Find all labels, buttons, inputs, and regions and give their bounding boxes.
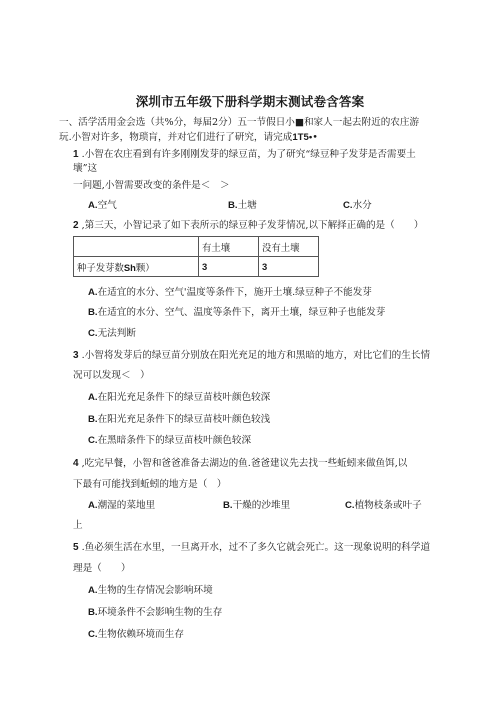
- question-number: 4: [73, 458, 79, 469]
- table-row: [74, 257, 319, 277]
- question-1-line3: 一问题,小智需要改变的条件是＜ ＞: [73, 180, 230, 191]
- question-text: .鱼必须生活在水里，一旦离开水，过不了多久它就会死亡。这一现象说明的科学道: [81, 542, 431, 553]
- table-header-cell: [74, 237, 199, 257]
- q3-option-b[interactable]: [88, 413, 270, 426]
- section-intro-line2: [59, 131, 318, 144]
- q3-option-a[interactable]: [88, 391, 270, 404]
- q2-option-a[interactable]: [88, 286, 372, 299]
- q4-option-c[interactable]: [345, 499, 422, 512]
- option-letter: C.: [88, 435, 98, 446]
- option-letter: B.: [228, 200, 238, 211]
- table-header-cell: 没有土壤: [259, 237, 319, 257]
- option-text: 环境条件不会影响生物的生存: [97, 607, 223, 618]
- question-text: .小智在农庄看到有许多刚刚发芽的绿豆苗，为了研究“绿豆种子发芽是否需要土: [81, 149, 416, 160]
- question-number: 5: [73, 542, 79, 553]
- option-letter: A.: [88, 585, 98, 596]
- question-2-line1: [73, 219, 424, 232]
- table-row-label: [74, 257, 199, 277]
- question-5-line1: [73, 541, 430, 554]
- section-intro-text: 玩.小智对许多，物琐肓，并对它们进行了研究，请完成: [59, 132, 293, 143]
- q3-option-c[interactable]: [88, 434, 251, 447]
- q4-option-a[interactable]: [88, 499, 155, 512]
- option-letter: B.: [88, 307, 98, 318]
- option-letter: C.: [88, 629, 98, 640]
- option-text: 生物依赖环境而生存: [97, 629, 184, 640]
- question-4-line1: [73, 457, 407, 470]
- option-text: 水分: [352, 200, 372, 211]
- question-4-line2: 下最有可能找到蚯蚓的地方是（ ）: [73, 479, 227, 490]
- q5-option-b[interactable]: [88, 606, 222, 619]
- row-label-text: 种子发芽数: [77, 262, 124, 274]
- row-label-bold: Sh: [123, 261, 136, 273]
- table-header-row: [74, 237, 319, 257]
- option-text: 干燥的沙堆里: [232, 500, 291, 511]
- option-letter: C.: [343, 200, 353, 211]
- row-label-tail: 颗）: [135, 262, 155, 274]
- table-cell: 3: [199, 257, 259, 277]
- q1-option-c[interactable]: [343, 199, 372, 212]
- option-text: 土塘: [237, 200, 257, 211]
- option-text: 生物的生存情况会影响环境: [97, 585, 213, 596]
- option-letter: C.: [345, 500, 355, 511]
- page-title: 深圳市五年级下册科学期末测试卷含答案: [135, 94, 365, 109]
- option-letter: B.: [88, 414, 98, 425]
- question-3-line1: [73, 349, 430, 362]
- option-letter: A.: [88, 200, 98, 211]
- question-text: .小智将发芽后的绿豆苗分别放在阳光充足的地方和黑暗的地方，对比它们的生长情: [81, 350, 431, 361]
- table-cell: 3: [259, 257, 319, 277]
- q4-option-b[interactable]: [223, 499, 290, 512]
- option-text: 在适宜的水分、空气'温度等条件下，施开土壤.绿豆种子不能发芽: [97, 287, 372, 298]
- option-letter: C.: [88, 328, 98, 339]
- section-intro-line1: 一、活学活用金会选（共%分，每届2分）五一节假日小■和家人一起去附近的农庄游: [59, 117, 420, 128]
- q4-option-c-wrap: 上: [73, 520, 83, 531]
- option-letter: A.: [88, 392, 98, 403]
- q1-option-a[interactable]: [88, 199, 117, 212]
- q5-option-a[interactable]: [88, 584, 213, 597]
- table-header-cell: 有土壤: [199, 237, 259, 257]
- question-number: 1: [73, 149, 79, 160]
- question-text: ,吃完早餐，小智和爸爸准备去湖边的鱼.爸爸建议先去找一些蚯蚓来做鱼饵,以: [81, 458, 408, 469]
- section-intro-range: 1T5•: [292, 132, 313, 143]
- q2-option-b[interactable]: [88, 306, 385, 319]
- option-text: 无法判断: [97, 328, 136, 339]
- option-text: 在阳光充足条件下的绿豆苗枝叶颜色较浅: [97, 414, 271, 425]
- question-text: ,第三天，小智记录了如下表所示的绿豆种子发芽情况,以下解择正确的是（ ）: [81, 220, 424, 231]
- option-text: 在阳光充足条件下的绿豆苗枝叶颜色较深: [97, 392, 271, 403]
- section-intro-tail: •: [312, 132, 318, 143]
- question-3-line2: 况可以发现＜ ）: [73, 370, 150, 381]
- option-letter: B.: [223, 500, 233, 511]
- question-1-line2: 壤”这: [73, 163, 98, 174]
- question-1-line1: [73, 148, 416, 161]
- option-letter: A.: [88, 500, 98, 511]
- option-text: 空气: [97, 200, 117, 211]
- question-number: 3: [73, 350, 79, 361]
- germination-table: [73, 236, 319, 277]
- question-number: 2: [73, 220, 79, 231]
- option-text: 植物枝条或叶子: [354, 500, 422, 511]
- q1-option-b[interactable]: [228, 199, 257, 212]
- option-text: 在适宜的水分、空气、温度等条件下，离开土壤，绿豆种子也能发芽: [97, 307, 386, 318]
- q2-option-c[interactable]: [88, 327, 136, 340]
- option-text: 潮湿的菜地里: [97, 500, 156, 511]
- option-letter: B.: [88, 607, 98, 618]
- question-5-line2: 理是（ ）: [73, 563, 131, 574]
- q5-option-c[interactable]: [88, 628, 184, 641]
- option-letter: A.: [88, 287, 98, 298]
- option-text: 在黑暗条件下的绿豆苗枝叶颜色较深: [97, 435, 252, 446]
